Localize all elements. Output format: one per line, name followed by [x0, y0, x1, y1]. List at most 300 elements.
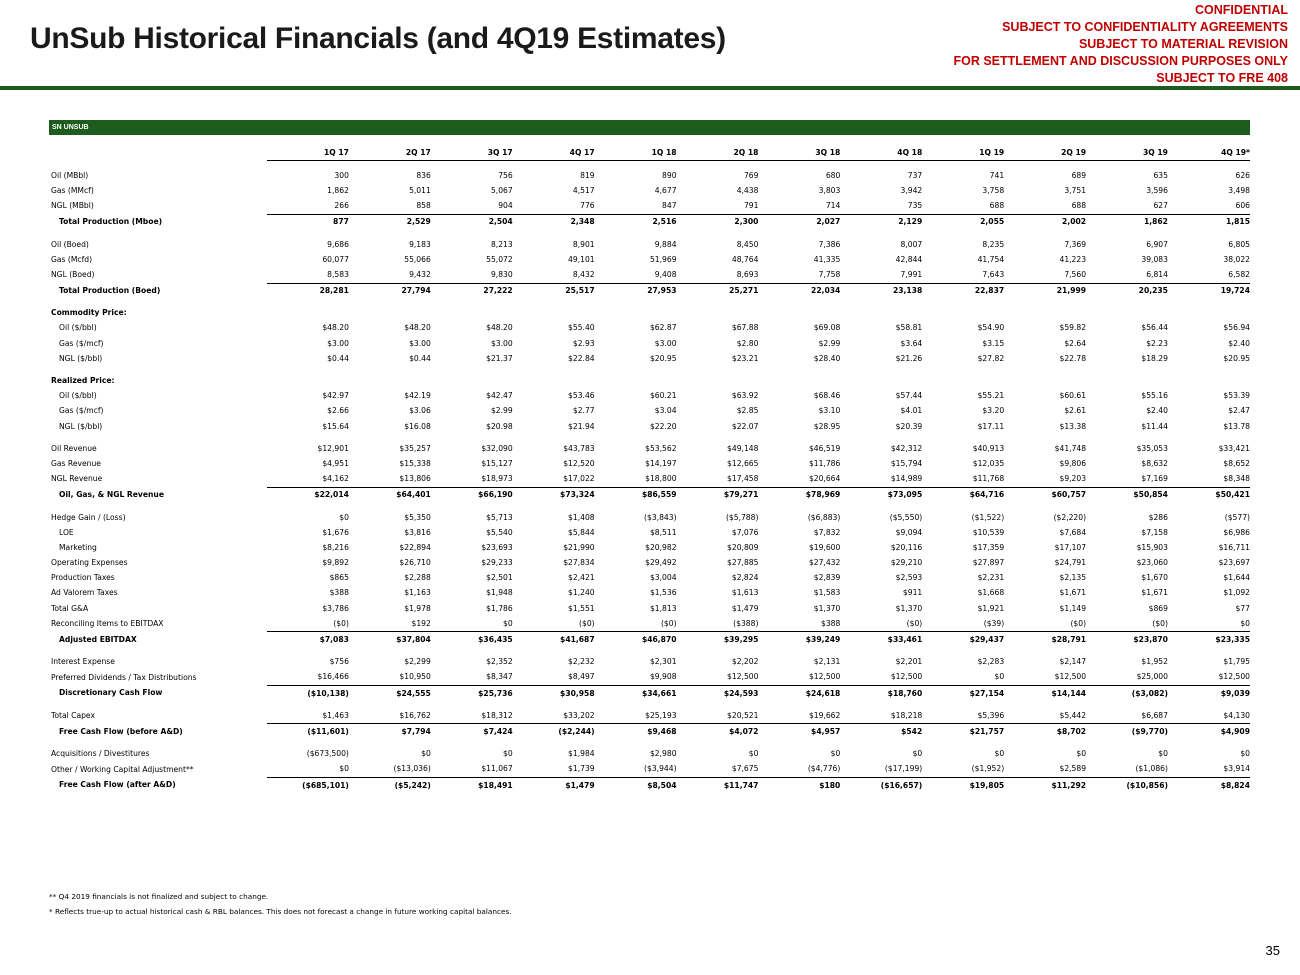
table-cell: $1,463 — [322, 710, 349, 720]
table-cell: $37,804 — [349, 632, 431, 648]
table-cell: $9,468 — [595, 724, 677, 740]
table-cell: $8,504 — [595, 777, 677, 793]
table-cell: $1,670 — [1141, 573, 1168, 583]
spacer-row — [49, 648, 1250, 655]
table-cell: $11,067 — [481, 764, 513, 774]
table-cell: $33,421 — [1218, 443, 1250, 453]
table-cell: 9,183 — [409, 239, 431, 249]
table-cell: 627 — [1153, 201, 1168, 211]
table-cell: $55.40 — [568, 323, 595, 333]
table-cell: ($1,086) — [1135, 764, 1168, 774]
table-cell: $56.94 — [1223, 323, 1250, 333]
table-cell: $66,190 — [431, 487, 513, 503]
row-label: Free Cash Flow (after A&D) — [59, 780, 176, 790]
table-cell: $7,675 — [731, 764, 759, 774]
table-cell — [595, 306, 677, 321]
table-cell: 635 — [1153, 170, 1168, 180]
table-cell: $17,022 — [563, 474, 595, 484]
table-cell: $42.47 — [486, 391, 513, 401]
table-cell: $19,600 — [808, 542, 841, 552]
table-cell: $17,359 — [972, 542, 1005, 552]
table-cell: 41,754 — [977, 254, 1005, 264]
table-cell: $2,201 — [895, 657, 923, 667]
table-cell: $2.61 — [1064, 406, 1087, 416]
table-cell: $20,521 — [727, 710, 759, 720]
table-cell: $3.64 — [900, 338, 923, 348]
table-row — [49, 373, 1250, 388]
column-header: 2Q 18 — [677, 145, 759, 161]
table-cell: 2,300 — [677, 214, 759, 230]
row-label: NGL ($/bbl) — [59, 353, 103, 363]
table-cell: $62.87 — [649, 323, 677, 333]
row-label: Oil Revenue — [51, 443, 97, 453]
table-cell: 22,034 — [758, 283, 840, 299]
table-cell: $0 — [748, 749, 759, 759]
row-label: Oil (Boed) — [51, 239, 89, 249]
table-cell: $8,652 — [1223, 458, 1250, 468]
table-cell — [1086, 306, 1168, 321]
table-cell: $73,095 — [840, 487, 922, 503]
table-cell: 4,438 — [736, 185, 759, 195]
table-cell: $6,986 — [1223, 527, 1250, 537]
table-cell: $20.39 — [895, 421, 923, 431]
table-row — [49, 777, 1250, 793]
table-cell: $0 — [421, 749, 431, 759]
table-cell: $2,231 — [977, 573, 1005, 583]
table-cell: $22.20 — [649, 421, 677, 431]
table-cell: $48.20 — [322, 323, 349, 333]
table-cell: $18,312 — [481, 710, 513, 720]
spacer-row — [49, 740, 1250, 747]
table-cell: $15.64 — [322, 421, 349, 431]
table-cell: 25,517 — [513, 283, 595, 299]
table-cell: $18,973 — [481, 474, 513, 484]
table-cell: $50,421 — [1168, 487, 1250, 503]
table-cell: 2,002 — [1004, 214, 1086, 230]
table-cell: $2.99 — [490, 406, 513, 416]
table-cell: $10,950 — [399, 672, 431, 682]
table-cell: $63.92 — [731, 391, 759, 401]
row-label: Gas ($/mcf) — [59, 338, 104, 348]
table-cell: 858 — [416, 201, 431, 211]
column-header-row — [49, 145, 1250, 161]
table-cell: $22,014 — [267, 487, 349, 503]
table-cell: 51,969 — [649, 254, 677, 264]
table-cell: $13.38 — [1059, 421, 1087, 431]
table-cell: 741 — [989, 170, 1005, 180]
column-header: 1Q 19 — [922, 145, 1004, 161]
table-cell: ($10,856) — [1086, 777, 1168, 793]
row-label: NGL ($/bbl) — [59, 421, 103, 431]
table-cell: ($0) — [906, 618, 923, 628]
table-cell: $16.08 — [404, 421, 431, 431]
table-cell: $27,834 — [563, 558, 595, 568]
table-cell: 55,072 — [486, 254, 513, 264]
spacer-row — [49, 701, 1250, 708]
table-cell: 7,643 — [982, 269, 1005, 279]
table-cell: $0 — [503, 749, 513, 759]
table-row — [49, 267, 1250, 283]
table-cell: $1,671 — [1059, 588, 1087, 598]
row-label: Commodity Price: — [51, 308, 127, 318]
table-cell: $3.00 — [327, 338, 349, 348]
table-cell: $0 — [994, 749, 1005, 759]
title-divider — [0, 86, 1300, 90]
table-cell: ($9,770) — [1086, 724, 1168, 740]
table-cell: $24,791 — [1054, 558, 1087, 568]
table-cell: $14,144 — [1004, 686, 1086, 702]
table-cell: $12,520 — [563, 458, 595, 468]
table-cell: $7,424 — [431, 724, 513, 740]
table-cell: $1,163 — [404, 588, 431, 598]
table-cell: ($10,138) — [267, 686, 349, 702]
table-row — [49, 525, 1250, 540]
table-row — [49, 510, 1250, 525]
table-row — [49, 252, 1250, 267]
table-cell: $4,162 — [322, 474, 349, 484]
table-cell: 7,369 — [1064, 239, 1087, 249]
table-cell: $78,969 — [758, 487, 840, 503]
table-cell: $13,806 — [399, 474, 431, 484]
table-cell: $2.23 — [1146, 338, 1168, 348]
table-cell: 9,830 — [490, 269, 513, 279]
table-cell: $79,271 — [677, 487, 759, 503]
table-cell: 689 — [1071, 170, 1087, 180]
table-cell: $43,783 — [563, 443, 595, 453]
table-cell: $24,555 — [349, 686, 431, 702]
table-cell: $1,149 — [1059, 603, 1087, 613]
table-cell: $2.66 — [327, 406, 349, 416]
column-header: 4Q 18 — [840, 145, 922, 161]
table-cell: $40,913 — [972, 443, 1005, 453]
table-cell: $54.90 — [977, 323, 1005, 333]
confidential-line: SUBJECT TO FRE 408 — [1156, 71, 1288, 85]
table-cell — [677, 306, 759, 321]
row-label: Gas Revenue — [51, 458, 101, 468]
table-cell: 4,677 — [654, 185, 677, 195]
table-cell: 38,022 — [1223, 254, 1250, 264]
table-cell: 737 — [907, 170, 923, 180]
table-cell: $39,249 — [758, 632, 840, 648]
table-cell: ($3,843) — [644, 512, 677, 522]
table-cell: $15,127 — [481, 458, 513, 468]
column-header: 3Q 17 — [431, 145, 513, 161]
table-cell: $2.93 — [572, 338, 595, 348]
table-cell: $1,952 — [1141, 657, 1168, 667]
table-cell: $55.16 — [1141, 391, 1168, 401]
footnote: ** Q4 2019 financials is not finalized and subject to change. — [49, 892, 269, 901]
table-cell: 7,386 — [818, 239, 841, 249]
table-cell — [513, 373, 595, 388]
table-cell: $21,757 — [922, 724, 1004, 740]
table-cell: $3.00 — [490, 338, 513, 348]
row-label: Total G&A — [51, 603, 89, 613]
table-cell: $11,747 — [677, 777, 759, 793]
table-row — [49, 214, 1250, 230]
table-cell — [840, 373, 922, 388]
table-cell: 756 — [498, 170, 513, 180]
table-cell: $25,000 — [1136, 672, 1168, 682]
table-cell: $11,768 — [972, 474, 1005, 484]
row-label: Interest Expense — [51, 657, 115, 667]
table-cell: $1,536 — [649, 588, 677, 598]
table-cell: $1,613 — [731, 588, 759, 598]
table-cell: $1,240 — [568, 588, 595, 598]
table-cell: $756 — [329, 657, 349, 667]
row-label: Operating Expenses — [51, 558, 128, 568]
table-cell: $4,072 — [677, 724, 759, 740]
table-cell: $20.95 — [649, 353, 677, 363]
table-cell: $22,894 — [399, 542, 431, 552]
row-label: Total Capex — [51, 711, 95, 721]
table-cell: $56.44 — [1141, 323, 1168, 333]
table-cell — [267, 373, 349, 388]
table-cell: $4,957 — [758, 724, 840, 740]
table-cell: $77 — [1235, 603, 1250, 613]
table-cell: 3,498 — [1228, 185, 1250, 195]
table-cell: $4,909 — [1168, 724, 1250, 740]
table-cell: $60.61 — [1059, 391, 1087, 401]
table-cell: 8,213 — [490, 239, 513, 249]
table-cell: $35,257 — [399, 443, 431, 453]
table-cell: $23,335 — [1168, 632, 1250, 648]
table-cell: $1,948 — [486, 588, 513, 598]
table-cell: $27,432 — [808, 558, 841, 568]
table-cell: $33,461 — [840, 632, 922, 648]
table-cell: $29,437 — [922, 632, 1004, 648]
table-cell: ($685,101) — [267, 777, 349, 793]
table-cell: 776 — [580, 201, 595, 211]
table-cell: 6,814 — [1146, 269, 1168, 279]
row-label: Gas (Mcfd) — [51, 254, 93, 264]
table-cell: ($5,242) — [349, 777, 431, 793]
table-cell: $48.20 — [486, 323, 513, 333]
table-cell: $19,662 — [808, 710, 841, 720]
table-cell: $36,435 — [431, 632, 513, 648]
table-cell: $2,232 — [568, 657, 595, 667]
table-cell: $73,324 — [513, 487, 595, 503]
table-cell: ($2,220) — [1053, 512, 1087, 522]
table-cell: $18,491 — [431, 777, 513, 793]
table-cell: $58.81 — [895, 323, 923, 333]
table-cell: $64,716 — [922, 487, 1004, 503]
table-cell: $5,713 — [486, 512, 513, 522]
table-cell: $46,519 — [808, 443, 841, 453]
table-cell: $8,511 — [649, 527, 677, 537]
table-cell: 3,751 — [1064, 185, 1087, 195]
table-cell: $29,492 — [645, 558, 677, 568]
table-cell: 2,129 — [840, 214, 922, 230]
table-cell: 27,953 — [595, 283, 677, 299]
table-cell: $0.44 — [409, 353, 431, 363]
table-cell: $2.85 — [736, 406, 759, 416]
row-label: Realized Price: — [51, 376, 115, 386]
table-cell: $50,854 — [1086, 487, 1168, 503]
spacer-row — [49, 503, 1250, 510]
row-label: Total Production (Mboe) — [59, 217, 163, 227]
table-cell: $23,060 — [1136, 558, 1168, 568]
table-cell: $1,408 — [568, 512, 595, 522]
table-cell: $55.21 — [977, 391, 1005, 401]
table-cell: $2.40 — [1146, 406, 1168, 416]
table-cell: $865 — [329, 573, 349, 583]
table-cell: 21,999 — [1004, 283, 1086, 299]
table-cell: $42,312 — [890, 443, 923, 453]
table-cell: $2,589 — [1059, 764, 1087, 774]
table-cell: $16,711 — [1218, 542, 1250, 552]
table-row — [49, 655, 1250, 670]
table-row — [49, 389, 1250, 404]
table-cell: ($0) — [660, 618, 677, 628]
table-cell: $7,158 — [1141, 527, 1168, 537]
table-cell: $20.95 — [1223, 353, 1250, 363]
table-cell: 27,794 — [349, 283, 431, 299]
table-cell: $1,739 — [568, 764, 595, 774]
table-cell: $15,903 — [1136, 542, 1168, 552]
table-cell: $14,197 — [645, 458, 677, 468]
table-cell: $11,292 — [1004, 777, 1086, 793]
table-row — [49, 168, 1250, 183]
table-cell: $5,396 — [977, 710, 1005, 720]
table-cell: $3.00 — [654, 338, 677, 348]
table-cell: $1,921 — [977, 603, 1005, 613]
table-cell: $9,094 — [895, 527, 923, 537]
table-cell: 2,027 — [758, 214, 840, 230]
table-cell: $0 — [1158, 749, 1168, 759]
table-cell: $12,500 — [1218, 672, 1250, 682]
table-cell: $1,479 — [513, 777, 595, 793]
table-cell: $2,131 — [813, 657, 841, 667]
table-cell: $33,202 — [563, 710, 595, 720]
table-cell: $53,562 — [645, 443, 677, 453]
table-cell: $1,984 — [568, 749, 595, 759]
table-cell: 20,235 — [1086, 283, 1168, 299]
table-row — [49, 601, 1250, 616]
table-cell: 769 — [743, 170, 759, 180]
table-cell — [513, 306, 595, 321]
table-cell — [431, 306, 513, 321]
row-label: Marketing — [59, 542, 97, 552]
financials-table — [49, 145, 1250, 793]
table-cell: $18.29 — [1141, 353, 1168, 363]
table-cell: $12,901 — [317, 443, 349, 453]
table-cell: 2,504 — [431, 214, 513, 230]
column-header: 4Q 17 — [513, 145, 595, 161]
table-cell: ($16,657) — [840, 777, 922, 793]
table-cell: $1,978 — [404, 603, 431, 613]
table-cell: ($4,776) — [807, 764, 841, 774]
table-cell: $2,421 — [568, 573, 595, 583]
table-cell: $24,593 — [677, 686, 759, 702]
table-cell: $68.46 — [813, 391, 841, 401]
table-cell: $13.78 — [1223, 421, 1250, 431]
column-header: 3Q 19 — [1086, 145, 1168, 161]
table-cell: 6,907 — [1146, 239, 1168, 249]
table-cell: 9,408 — [654, 269, 677, 279]
table-cell: $911 — [902, 588, 923, 598]
table-cell: $11,786 — [808, 458, 841, 468]
table-cell: 819 — [580, 170, 595, 180]
table-cell: 23,138 — [840, 283, 922, 299]
table-row — [49, 199, 1250, 215]
table-cell: 41,223 — [1059, 254, 1087, 264]
table-cell: $86,559 — [595, 487, 677, 503]
table-cell: 5,067 — [490, 185, 513, 195]
table-cell: $2,135 — [1059, 573, 1087, 583]
table-cell: 19,724 — [1168, 283, 1250, 299]
table-cell: 28,281 — [267, 283, 349, 299]
table-cell: $27.82 — [977, 353, 1005, 363]
table-row — [49, 441, 1250, 456]
table-cell: $9,203 — [1059, 474, 1087, 484]
table-cell: ($0) — [1152, 618, 1168, 628]
table-cell: $1,583 — [813, 588, 841, 598]
table-cell: 904 — [498, 201, 513, 211]
table-cell: $64,401 — [349, 487, 431, 503]
row-label — [49, 145, 267, 161]
table-cell: 41,335 — [813, 254, 841, 264]
table-cell: $1,479 — [731, 603, 759, 613]
table-cell — [1004, 306, 1086, 321]
row-label: Oil ($/bbl) — [59, 391, 97, 401]
table-cell: $2,301 — [649, 657, 677, 667]
spacer-row — [49, 230, 1250, 237]
table-cell: 1,862 — [327, 185, 349, 195]
table-cell: ($673,500) — [306, 749, 349, 759]
table-cell: $3.04 — [654, 406, 677, 416]
table-cell: $12,500 — [1054, 672, 1087, 682]
table-cell: $16,762 — [399, 710, 431, 720]
row-label: Discretionary Cash Flow — [59, 688, 163, 698]
table-cell: $20,982 — [645, 542, 677, 552]
table-cell: $17,107 — [1054, 542, 1087, 552]
table-cell: 2,055 — [922, 214, 1004, 230]
table-row — [49, 586, 1250, 601]
table-row — [49, 404, 1250, 419]
table-cell: $1,795 — [1223, 657, 1250, 667]
table-cell: $0 — [1240, 618, 1250, 628]
table-cell: $388 — [821, 618, 841, 628]
table-cell — [1086, 373, 1168, 388]
table-cell: 8,432 — [572, 269, 595, 279]
table-cell: $28,791 — [1004, 632, 1086, 648]
table-cell: $2,147 — [1059, 657, 1087, 667]
table-cell: ($0) — [333, 618, 349, 628]
table-cell: 6,805 — [1228, 239, 1250, 249]
table-cell: $30,958 — [513, 686, 595, 702]
table-cell: 626 — [1235, 170, 1250, 180]
table-cell: $23.21 — [731, 353, 759, 363]
table-row — [49, 237, 1250, 252]
row-label: Acquisitions / Divestitures — [51, 749, 150, 759]
table-cell: $23,870 — [1086, 632, 1168, 648]
table-cell: $29,210 — [890, 558, 923, 568]
table-cell: $59.82 — [1059, 323, 1087, 333]
table-cell: $7,169 — [1141, 474, 1168, 484]
table-cell — [922, 373, 1004, 388]
table-cell: $9,039 — [1168, 686, 1250, 702]
table-row — [49, 183, 1250, 198]
table-cell: $7,083 — [267, 632, 349, 648]
table-cell: $0 — [912, 749, 923, 759]
table-cell: ($3,944) — [644, 764, 677, 774]
table-cell: $192 — [411, 618, 431, 628]
table-cell: $20,116 — [890, 542, 923, 552]
table-cell: 27,222 — [431, 283, 513, 299]
table-cell: $2,299 — [404, 657, 431, 667]
table-cell: $4.01 — [900, 406, 923, 416]
row-label: NGL (Boed) — [51, 270, 95, 280]
